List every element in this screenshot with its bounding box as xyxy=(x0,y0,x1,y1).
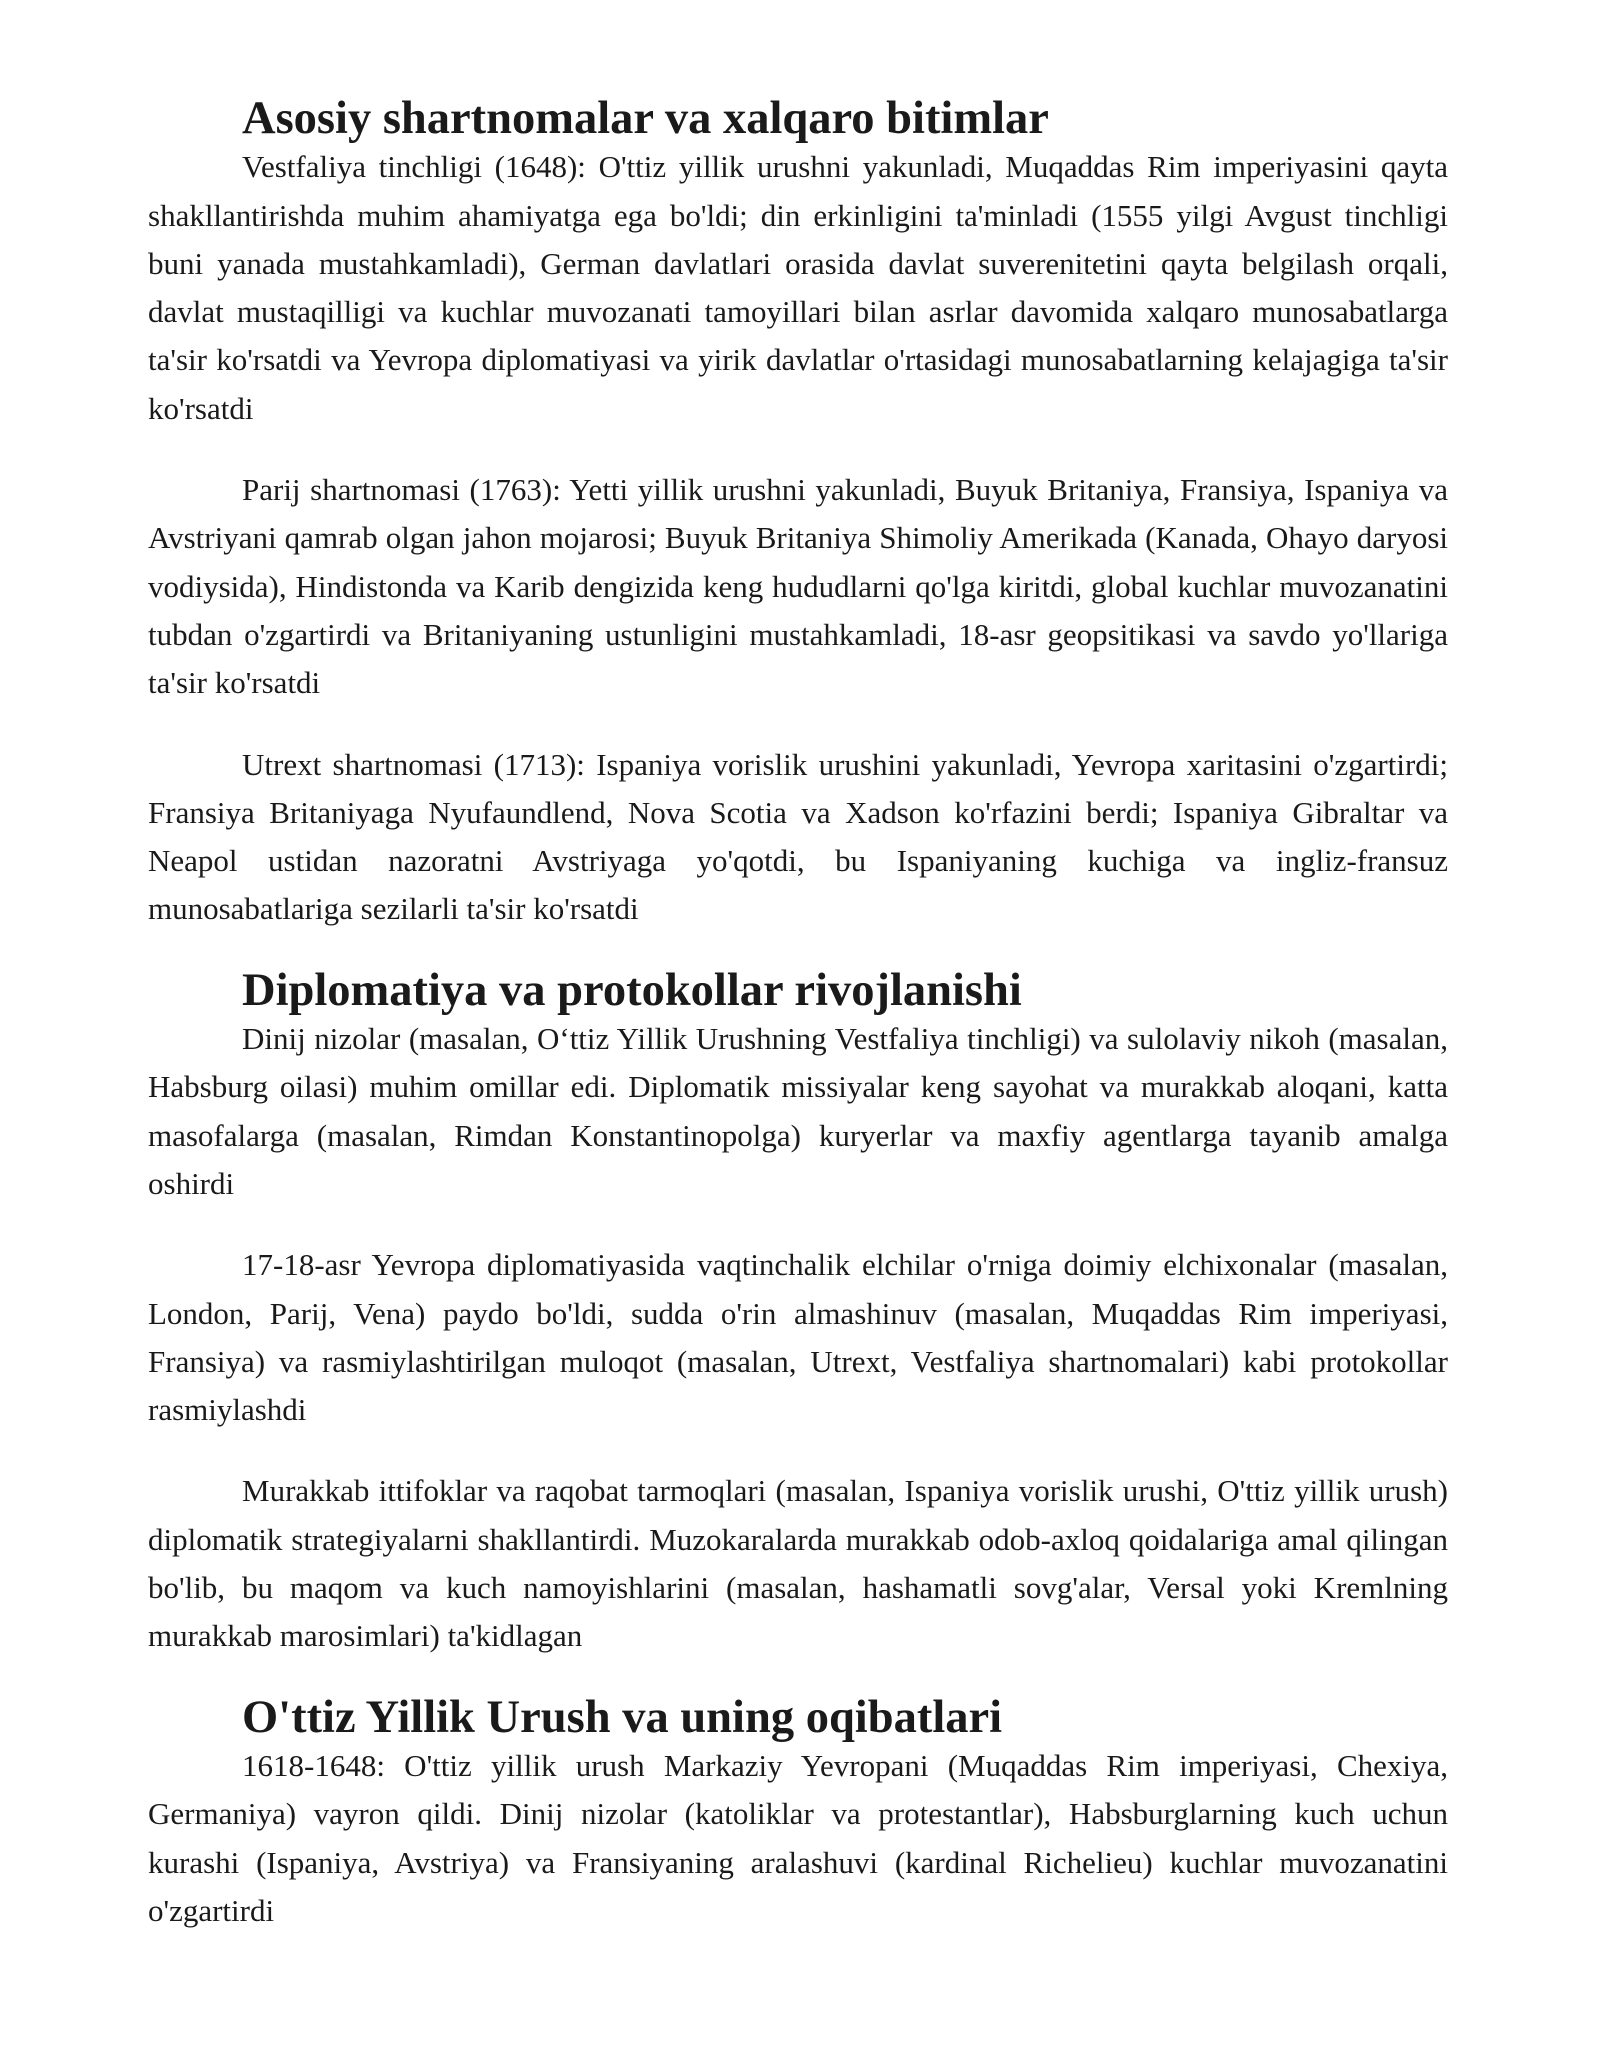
paragraph-gap xyxy=(148,1434,1448,1467)
paragraph-utrecht: Utrext shartnomasi (1713): Ispaniya vorislik urushini yakunladi, Yevropa xaritasini o'zgartirdi; Fransiya Britaniyaga Nyufaundlend, Nova Scotia va Xadson ko'rfazini berdi; Ispaniya Gibraltar va Neapol ustidan nazoratni Avstriyaga yo'qotdi, bu Ispaniyaning kuchiga va ingliz-fransuz munosabatlariga sezilarli ta'sir ko'rsatdi xyxy=(148,746,1448,927)
section-gap xyxy=(148,934,1448,967)
document-page xyxy=(148,95,1448,1935)
paragraph-alliances: Murakkab ittifoklar va raqobat tarmoqlari (masalan, Ispaniya vorislik urushi, O'ttiz yillik urush) diplomatik strategiyalarni shakllantirdi. Muzokaralarda murakkab odob-axloq qoidalariga amal qilingan bo'lib, bu maqom va kuch namoyishlarini (masalan, hashamatli sovg'alar, Versal yoki Kremlning murakkab marosimlari) ta'kidlagan xyxy=(148,1473,1448,1654)
paragraph-gap xyxy=(148,1208,1448,1241)
section-heading: Diplomatiya va protokollar rivojlanishi xyxy=(242,964,1022,1016)
paragraph-religious-disputes: Dinij nizolar (masalan, O‘ttiz Yillik Urushning Vestfaliya tinchligi) va sulolaviy nikoh (masalan, Habsburg oilasi) muhim omillar edi. Diplomatik missiyalar keng sayohat va murakkab aloqani, katta masofalarga (masalan, Rimdan Konstantinopolga) kuryerlar va maxfiy agentlarga tayanib amalga oshirdi xyxy=(148,1021,1448,1201)
section-gap xyxy=(148,1661,1448,1694)
section-heading: Asosiy shartnomalar va xalqaro bitimlar xyxy=(242,93,1049,144)
paragraph-gap xyxy=(148,433,1448,466)
paragraph-paris: Parij shartnomasi (1763): Yetti yillik urushni yakunladi, Buyuk Britaniya, Fransiya, Ispaniya va Avstriyani qamrab olgan jahon mojarosi; Buyuk Britaniya Shimoliy Amerikada (Kanada, Ohayo daryosi vodiysida), Hindistonda va Karib dengizida keng hududlarni qo'lga kiritdi, global kuchlar muvozanatini tubdan o'zgartirdi va Britaniyaning ustunligini mustahkamladi, 18-asr geopsitikasi va savdo yo'llariga ta'sir ko'rsatdi xyxy=(148,472,1448,701)
paragraph-westphalia: Vestfaliya tinchligi (1648): O'ttiz yillik urushni yakunladi, Muqaddas Rim imperiyasini qayta shakllantirishda muhim ahamiyatga ega bo'ldi; din erkinligini ta'minladi (1555 yilgi Avgust tinchligi buni yanada mustahkamladi), German davlatlari orasida davlat suverenitetini qayta belgilash orqali, davlat mustaqilligi va kuchlar muvozanati tamoyillari bilan asrlar davomida xalqaro munosabatlarga ta'sir ko'rsatdi va Yevropa diplomatiyasi va yirik davlatlar o'rtasidagi munosabatlarning kelajagiga ta'sir ko'rsatdi xyxy=(148,149,1448,426)
section-heading: O'ttiz Yillik Urush va uning oqibatlari xyxy=(242,1691,1003,1743)
paragraph-thirty-years-war: 1618-1648: O'ttiz yillik urush Markaziy Yevropani (Muqaddas Rim imperiyasi, Chexiya, Germaniya) vayron qildi. Dinij nizolar (katoliklar va protestantlar), Habsburglarning kuch uchun kurashi (Ispaniya, Avstriya) va Fransiyaning aralashuvi (kardinal Richelieu) kuchlar muvozanatini o'zgartirdi xyxy=(148,1747,1448,1928)
paragraph-embassies: 17-18-asr Yevropa diplomatiyasida vaqtinchalik elchilar o'rniga doimiy elchixonalar (masalan, London, Parij, Vena) paydo bo'ldi, sudda o'rin almashinuv (masalan, Muqaddas Rim imperiyasi, Fransiya) va rasmiylashtirilgan muloqot (masalan, Utrext, Vestfaliya shartnomalari) kabi protokollar rasmiylashdi xyxy=(148,1247,1448,1428)
paragraph-gap xyxy=(148,708,1448,741)
